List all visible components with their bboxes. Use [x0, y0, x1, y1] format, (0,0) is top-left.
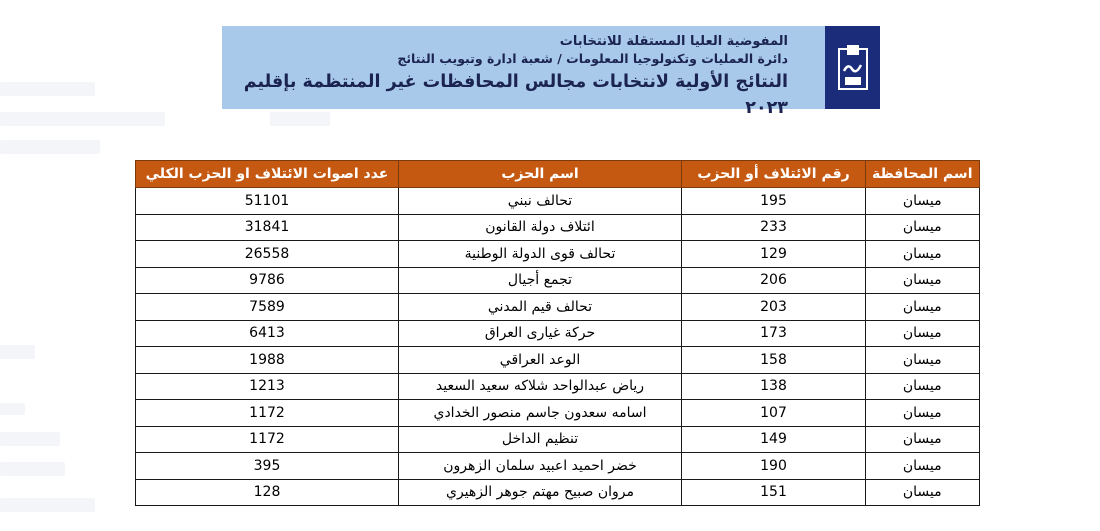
- cell-number: 195: [682, 188, 866, 215]
- header-coalition-number: رقم الائتلاف أو الحزب: [682, 161, 866, 188]
- cell-number: 151: [682, 479, 866, 506]
- table-row: [136, 214, 980, 241]
- cell-votes: 1213: [136, 373, 399, 400]
- cell-votes: 9786: [136, 267, 399, 294]
- cell-number: 203: [682, 294, 866, 321]
- cell-number: 233: [682, 214, 866, 241]
- department-name: دائرة العمليات وتكنولوجيا المعلومات / شعبة ادارة وتبويب النتائج: [397, 51, 788, 66]
- cell-votes: 128: [136, 479, 399, 506]
- table-row: [136, 347, 980, 374]
- table-row: [136, 426, 980, 453]
- page-title: النتائج الأولية لانتخابات مجالس المحافظات غير المنتظمة بإقليم ٢٠٢٣: [243, 72, 788, 118]
- cell-number: 158: [682, 347, 866, 374]
- background-artifact: [0, 82, 95, 96]
- results-table: [135, 160, 980, 506]
- cell-governorate: ميسان: [866, 347, 980, 374]
- cell-governorate: ميسان: [866, 214, 980, 241]
- cell-governorate: ميسان: [866, 373, 980, 400]
- table-row: [136, 400, 980, 427]
- cell-number: 149: [682, 426, 866, 453]
- table-row: [136, 453, 980, 480]
- cell-votes: 1172: [136, 426, 399, 453]
- cell-party: تحالف قوى الدولة الوطنية: [399, 241, 682, 268]
- background-artifact: [0, 462, 65, 476]
- table-row: [136, 373, 980, 400]
- cell-governorate: ميسان: [866, 400, 980, 427]
- cell-governorate: ميسان: [866, 426, 980, 453]
- cell-votes: 51101: [136, 188, 399, 215]
- table-row: [136, 241, 980, 268]
- table-header-row: [136, 161, 980, 188]
- cell-number: 107: [682, 400, 866, 427]
- cell-party: مروان صبيح مهتم جوهر الزهيري: [399, 479, 682, 506]
- background-artifact: [0, 140, 100, 154]
- table-row: [136, 479, 980, 506]
- cell-party: الوعد العراقي: [399, 347, 682, 374]
- cell-governorate: ميسان: [866, 294, 980, 321]
- cell-votes: 7589: [136, 294, 399, 321]
- cell-governorate: ميسان: [866, 479, 980, 506]
- cell-party: رياض عبدالواحد شلاكه سعيد السعيد: [399, 373, 682, 400]
- cell-number: 206: [682, 267, 866, 294]
- background-artifact: [0, 345, 35, 359]
- background-artifact: [0, 432, 60, 446]
- cell-party: حركة غيارى العراق: [399, 320, 682, 347]
- cell-votes: 1172: [136, 400, 399, 427]
- commission-name: المفوضية العليا المستقلة للانتخابات: [559, 34, 788, 49]
- cell-party: ائتلاف دولة القانون: [399, 214, 682, 241]
- cell-governorate: ميسان: [866, 453, 980, 480]
- table-row: [136, 294, 980, 321]
- ballot-box-icon: [836, 41, 870, 95]
- table-row: [136, 320, 980, 347]
- cell-number: 129: [682, 241, 866, 268]
- background-artifact: [0, 112, 165, 126]
- cell-party: اسامه سعدون جاسم منصور الخدادي: [399, 400, 682, 427]
- table-row: [136, 267, 980, 294]
- cell-votes: 31841: [136, 214, 399, 241]
- cell-party: تنظيم الداخل: [399, 426, 682, 453]
- cell-number: 190: [682, 453, 866, 480]
- cell-party: تحالف قيم المدني: [399, 294, 682, 321]
- cell-number: 173: [682, 320, 866, 347]
- background-artifact: [0, 403, 25, 415]
- cell-votes: 26558: [136, 241, 399, 268]
- table-row: [136, 188, 980, 215]
- cell-governorate: ميسان: [866, 320, 980, 347]
- header-banner: [222, 26, 880, 118]
- cell-votes: 395: [136, 453, 399, 480]
- cell-number: 138: [682, 373, 866, 400]
- cell-governorate: ميسان: [866, 267, 980, 294]
- cell-party: تحالف نبني: [399, 188, 682, 215]
- header-party-name: اسم الحزب: [399, 161, 682, 188]
- cell-party: تجمع أجيال: [399, 267, 682, 294]
- header-total-votes: عدد اصوات الائتلاف او الحزب الكلي: [136, 161, 399, 188]
- commission-logo: [825, 26, 880, 109]
- cell-votes: 6413: [136, 320, 399, 347]
- banner-text: [222, 26, 794, 118]
- cell-governorate: ميسان: [866, 241, 980, 268]
- background-artifact: [0, 498, 95, 512]
- cell-party: خضر احميد اعبيد سلمان الزهرون: [399, 453, 682, 480]
- cell-votes: 1988: [136, 347, 399, 374]
- header-governorate: اسم المحافظة: [866, 161, 980, 188]
- cell-governorate: ميسان: [866, 188, 980, 215]
